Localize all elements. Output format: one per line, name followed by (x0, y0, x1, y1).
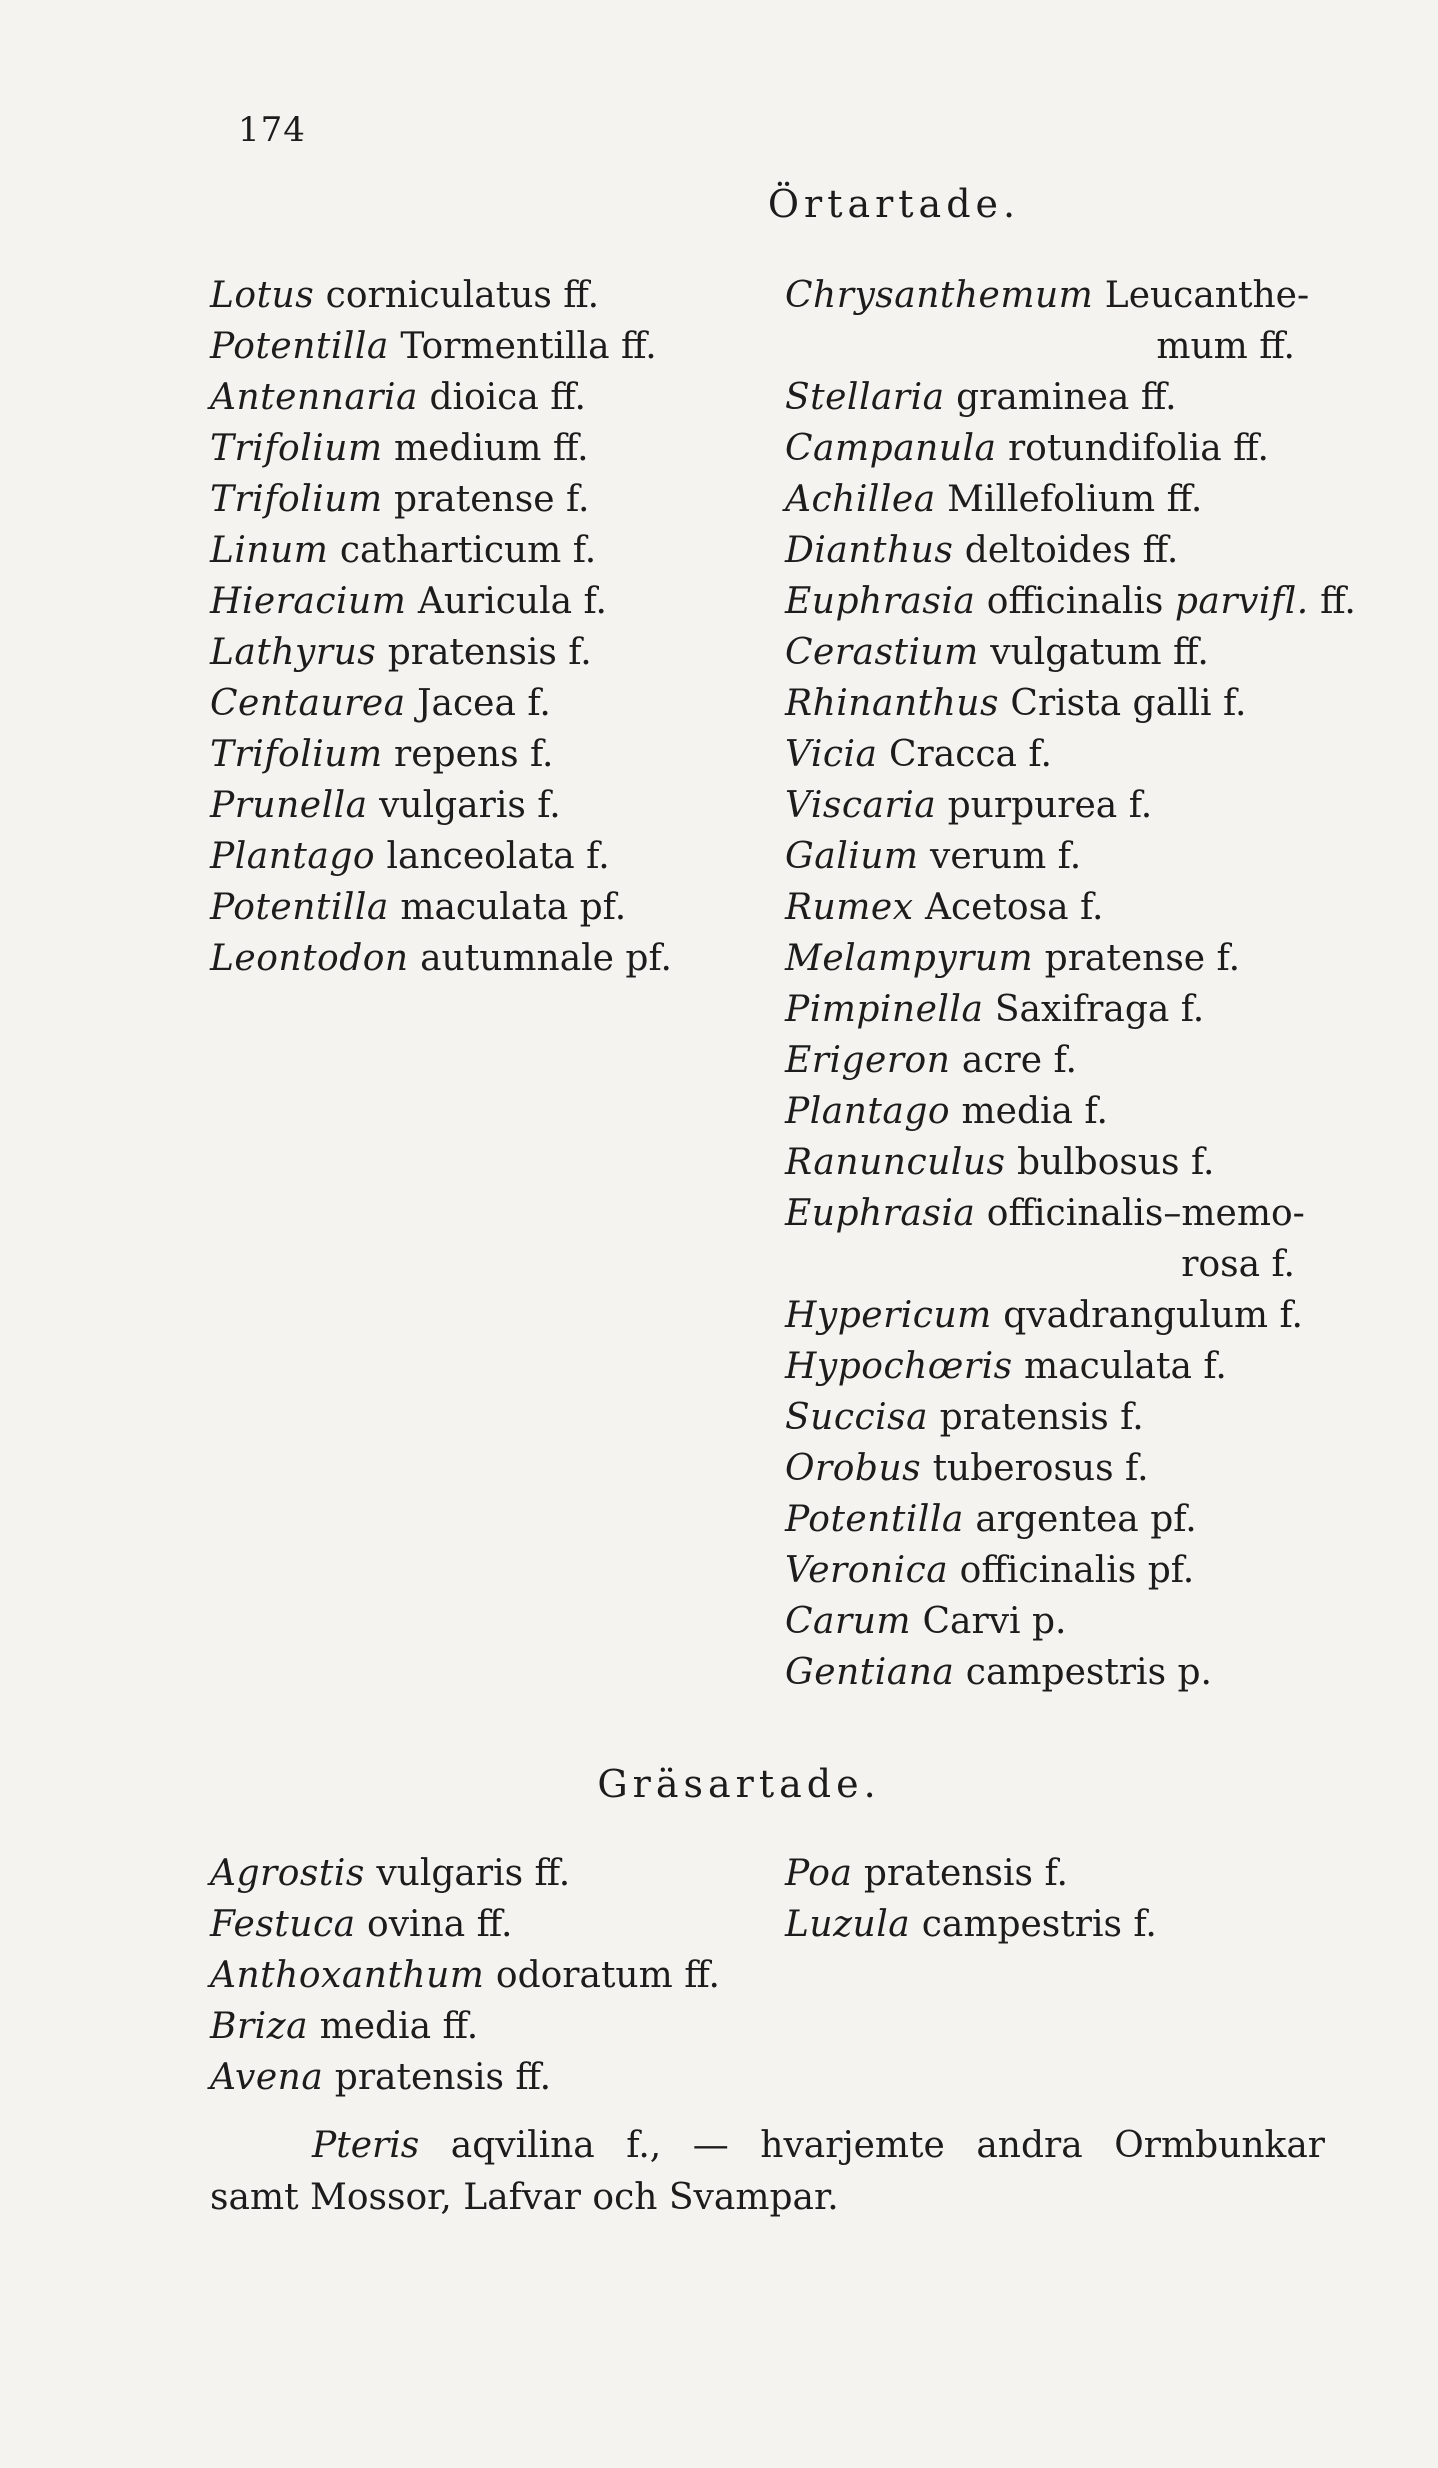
species-epithet: pratensis ff. (334, 2057, 552, 2098)
section-heading-ortartade: Örtartade. (767, 182, 1021, 226)
species-epithet: autumnale pf. (420, 938, 672, 979)
species-genus: Centaurea (210, 683, 406, 724)
species-entry (210, 372, 750, 423)
species-genus: Lotus (210, 275, 315, 316)
footnote-genus: Pteris (312, 2125, 420, 2166)
species-entry (785, 1545, 1325, 1596)
species-genus: Viscaria (785, 785, 937, 826)
species-epithet: purpurea f. (947, 785, 1153, 826)
species-genus: Melampyrum (785, 938, 1034, 979)
species-epithet: Acetosa f. (925, 887, 1104, 928)
species-epithet: officinalis pf. (959, 1550, 1195, 1591)
species-epithet: deltoides ff. (964, 530, 1179, 571)
species-epithet: Auricula f. (417, 581, 608, 622)
species-genus: Ranunculus (785, 1142, 1006, 1183)
species-entry (785, 1137, 1325, 1188)
species-entry (210, 780, 750, 831)
species-epithet: rosa f. (1181, 1244, 1295, 1285)
species-epithet: pratense f. (394, 479, 590, 520)
species-entry (785, 1290, 1325, 1341)
species-epithet: acre f. (961, 1040, 1077, 1081)
species-genus: Potentilla (210, 887, 389, 928)
species-epithet: verum f. (930, 836, 1082, 877)
footnote-line1-text: aqvilina f., — hvarjemte andra Ormbunkar (450, 2125, 1325, 2166)
species-entry (785, 729, 1325, 780)
species-genus: Veronica (785, 1550, 949, 1591)
species-epithet: repens f. (394, 734, 554, 775)
species-entry (210, 2052, 910, 2103)
species-genus: Rumex (785, 887, 914, 928)
species-variety: parvifl. (1174, 581, 1309, 622)
species-genus: Vicia (785, 734, 878, 775)
species-epithet: Cracca f. (888, 734, 1052, 775)
species-entry (785, 1188, 1325, 1239)
species-genus: Gentiana (785, 1652, 955, 1693)
species-epithet: Millefolium ff. (947, 479, 1203, 520)
species-entry (210, 2001, 910, 2052)
species-genus: Potentilla (210, 326, 389, 367)
species-genus: Succisa (785, 1397, 929, 1438)
species-entry (210, 729, 750, 780)
species-genus: Rhinanthus (785, 683, 999, 724)
species-entry (210, 576, 750, 627)
species-epithet: lanceolata f. (386, 836, 610, 877)
species-epithet: Saxifraga f. (994, 989, 1205, 1030)
species-epithet: argentea pf. (975, 1499, 1197, 1540)
species-genus: Euphrasia (785, 1193, 976, 1234)
species-entry (210, 474, 750, 525)
species-genus: Hieracium (210, 581, 407, 622)
species-entry (785, 321, 1325, 372)
species-entry (785, 780, 1325, 831)
species-entry (785, 525, 1325, 576)
species-entry (210, 627, 750, 678)
species-genus: Orobus (785, 1448, 922, 1489)
species-genus: Potentilla (785, 1499, 964, 1540)
ortartade-right-column (785, 270, 1356, 1698)
species-genus: Trifolium (210, 428, 383, 469)
species-entry (785, 474, 1325, 525)
species-genus: Antennaria (210, 377, 418, 418)
species-epithet: vulgaris ff. (376, 1853, 571, 1894)
species-epithet: maculata pf. (400, 887, 627, 928)
species-entry (785, 1035, 1325, 1086)
species-genus: Euphrasia (785, 581, 976, 622)
species-epithet: campestris p. (965, 1652, 1212, 1693)
section-heading-grasartade: Gräsartade. (597, 1762, 881, 1806)
species-genus: Linum (210, 530, 329, 571)
species-epithet: media ff. (319, 2006, 479, 2047)
species-entry (785, 627, 1325, 678)
species-entry (210, 1950, 910, 2001)
page-number: 174 (238, 110, 306, 150)
species-genus: Lathyrus (210, 632, 377, 673)
species-genus: Hypericum (785, 1295, 992, 1336)
species-genus: Chrysanthemum (785, 275, 1094, 316)
species-genus: Luzula (785, 1904, 911, 1945)
species-entry (210, 882, 750, 933)
species-entry (785, 1596, 1325, 1647)
species-epithet: medium ff. (394, 428, 589, 469)
species-genus: Campanula (785, 428, 997, 469)
species-entry (785, 933, 1325, 984)
species-entry (210, 423, 750, 474)
species-epithet: officinalis–memo- (986, 1193, 1305, 1234)
species-epithet: officinalis (986, 581, 1164, 622)
species-genus: Leontodon (210, 938, 409, 979)
species-epithet: vulgaris f. (379, 785, 561, 826)
species-genus: Trifolium (210, 734, 383, 775)
species-epithet: pratense f. (1044, 938, 1241, 979)
species-genus: Trifolium (210, 479, 383, 520)
species-epithet: maculata f. (1024, 1346, 1227, 1387)
species-genus: Prunella (210, 785, 368, 826)
species-epithet: mum ff. (1156, 326, 1295, 367)
species-entry (785, 1392, 1325, 1443)
species-epithet: pratensis f. (939, 1397, 1144, 1438)
species-entry (785, 882, 1325, 933)
species-genus: Erigeron (785, 1040, 951, 1081)
species-epithet: rotundifolia ff. (1007, 428, 1269, 469)
species-genus: Avena (210, 2057, 324, 2098)
species-entry (210, 525, 750, 576)
species-entry (785, 1341, 1325, 1392)
species-genus: Festuca (210, 1904, 356, 1945)
species-entry (785, 984, 1325, 1035)
species-epithet: tuberosus f. (932, 1448, 1149, 1489)
footnote-paragraph (210, 2120, 1325, 2224)
species-genus: Anthoxanthum (210, 1955, 485, 1996)
species-entry (210, 678, 750, 729)
species-genus: Carum (785, 1601, 912, 1642)
species-epithet: pratensis f. (387, 632, 592, 673)
species-entry (785, 1239, 1325, 1290)
species-epithet: Tormentilla ff. (400, 326, 657, 367)
species-entry (785, 1086, 1325, 1137)
species-entry (785, 831, 1325, 882)
species-genus: Achillea (785, 479, 936, 520)
species-genus: Hypochœris (785, 1346, 1013, 1387)
species-genus: Poa (785, 1853, 853, 1894)
species-epithet: dioica ff. (429, 377, 586, 418)
species-genus: Stellaria (785, 377, 945, 418)
species-genus: Briza (210, 2006, 309, 2047)
species-genus: Pimpinella (785, 989, 984, 1030)
species-genus: Galium (785, 836, 919, 877)
species-genus: Agrostis (210, 1853, 365, 1894)
species-entry (785, 576, 1356, 627)
species-epithet: Jacea f. (417, 683, 551, 724)
species-entry (785, 423, 1325, 474)
species-epithet: odoratum ff. (495, 1955, 720, 1996)
species-entry (210, 270, 750, 321)
species-epithet: graminea ff. (956, 377, 1177, 418)
species-epithet: ovina ff. (367, 1904, 513, 1945)
species-entry (785, 678, 1325, 729)
species-genus: Plantago (785, 1091, 951, 1132)
footnote-line-1 (210, 2120, 1325, 2172)
species-genus: Cerastium (785, 632, 979, 673)
species-entry (210, 321, 750, 372)
species-entry (785, 1899, 1325, 1950)
species-epithet: Carvi p. (922, 1601, 1067, 1642)
footnote-line-2: samt Mossor, Lafvar och Svampar. (210, 2177, 839, 2218)
species-epithet: bulbosus f. (1016, 1142, 1215, 1183)
species-epithet: vulgatum ff. (990, 632, 1209, 673)
species-entry (785, 1443, 1325, 1494)
species-epithet: media f. (961, 1091, 1108, 1132)
species-entry (785, 1494, 1325, 1545)
species-entry (785, 1848, 1325, 1899)
species-entry (210, 933, 750, 984)
species-frequency: ff. (1320, 581, 1356, 622)
species-entry (210, 831, 750, 882)
species-epithet: Crista galli f. (1010, 683, 1247, 724)
species-epithet: campestris f. (921, 1904, 1157, 1945)
species-epithet: catharticum f. (339, 530, 597, 571)
species-epithet: pratensis f. (863, 1853, 1068, 1894)
species-epithet: Leucanthe- (1104, 275, 1310, 316)
species-entry (785, 270, 1325, 321)
species-genus: Dianthus (785, 530, 954, 571)
species-entry (785, 372, 1325, 423)
grasartade-right-column (785, 1848, 1325, 1950)
species-epithet: qvadrangulum f. (1003, 1295, 1303, 1336)
ortartade-left-column (210, 270, 750, 984)
species-epithet: corniculatus ff. (325, 275, 600, 316)
species-genus: Plantago (210, 836, 376, 877)
species-entry (785, 1647, 1325, 1698)
